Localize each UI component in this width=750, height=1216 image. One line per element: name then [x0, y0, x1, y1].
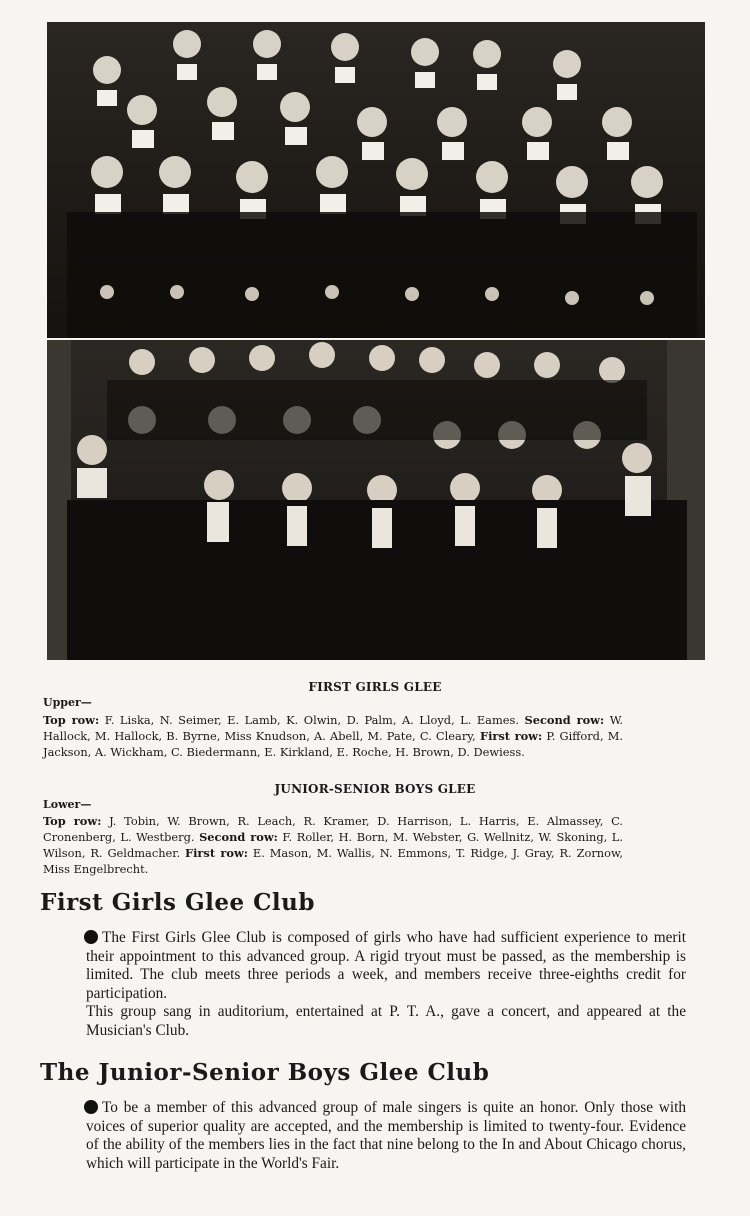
boys-second-row-label: Second row:: [199, 830, 278, 844]
girls-first-row-names: P. Gifford, M. Jackson, A. Wickham, C. Biedermann, E. Kirkland, E. Roche, H. Brown, D. Dewiess.: [43, 729, 624, 759]
girls-second-row-names: W. Hallock, M. Hallock, B. Byrne, Miss Knudson, A. Abell, M. Pate, C. Cleary,: [43, 713, 624, 743]
boys-first-row-names: E. Mason, M. Wallis, N. Emmons, T. Ridge, J. Gray, R. Zornow, Miss Engelbrecht.: [43, 846, 624, 876]
girls-roster: [43, 712, 623, 760]
boys-caption-label: Lower—: [43, 798, 92, 811]
boys-section-body: [86, 1099, 686, 1173]
boys-paragraph-1: To be a member of this advanced group of male singers is quite an honor. Only those with voices of superior quality are accepted, and the membership is limited to twenty-four. Evidence of the ability of the members lies in the fact that nine belong to the In and About Chicago chorus, which will participate in the World's Fair.: [86, 1099, 686, 1172]
boys-caption-heading: JUNIOR-SENIOR BOYS GLEE: [274, 782, 476, 796]
boys-glee-photo: [47, 340, 705, 660]
bullet-icon: [84, 930, 98, 944]
girls-top-row-names: F. Liska, N. Seimer, E. Lamb, K. Olwin, D. Palm, A. Lloyd, L. Eames.: [104, 713, 519, 727]
boys-top-row-label: Top row:: [43, 814, 102, 828]
boys-top-row-names: J. Tobin, W. Brown, R. Leach, R. Kramer, D. Harrison, L. Harris, E. Almassey, C. Cronenberg, L. Westberg.: [43, 814, 623, 844]
girls-second-row-label: Second row:: [524, 713, 605, 727]
boys-photo-image: [47, 340, 705, 660]
bullet-icon: [84, 1100, 98, 1114]
girls-first-row-label: First row:: [479, 729, 543, 743]
girls-section-body: [86, 929, 686, 1040]
boys-section-title: The Junior-Senior Boys Glee Club: [40, 1059, 490, 1086]
girls-section-title: First Girls Glee Club: [40, 889, 315, 916]
girls-glee-photo: [47, 22, 705, 338]
girls-paragraph-2: This group sang in auditorium, entertained at P. T. A., gave a concert, and appeared at the Musician's Club.: [86, 1003, 686, 1039]
girls-top-row-label: Top row:: [43, 713, 100, 727]
boys-roster: [43, 813, 623, 877]
girls-caption-label: Upper—: [43, 696, 92, 709]
boys-first-row-label: First row:: [185, 846, 248, 860]
girls-paragraph-1: The First Girls Glee Club is composed of girls who have had sufficient experience to merit their appointment to this advanced group. A rigid tryout must be passed, as the membership is limited. The club meets three periods a week, and members receive three-eighths credit for participation.: [86, 929, 686, 1002]
girls-caption-heading: FIRST GIRLS GLEE: [308, 680, 442, 694]
boys-second-row-names: F. Roller, H. Born, M. Webster, G. Wellnitz, W. Skoning, L. Wilson, R. Geldmacher.: [43, 830, 623, 860]
girls-photo-image: [47, 22, 705, 338]
